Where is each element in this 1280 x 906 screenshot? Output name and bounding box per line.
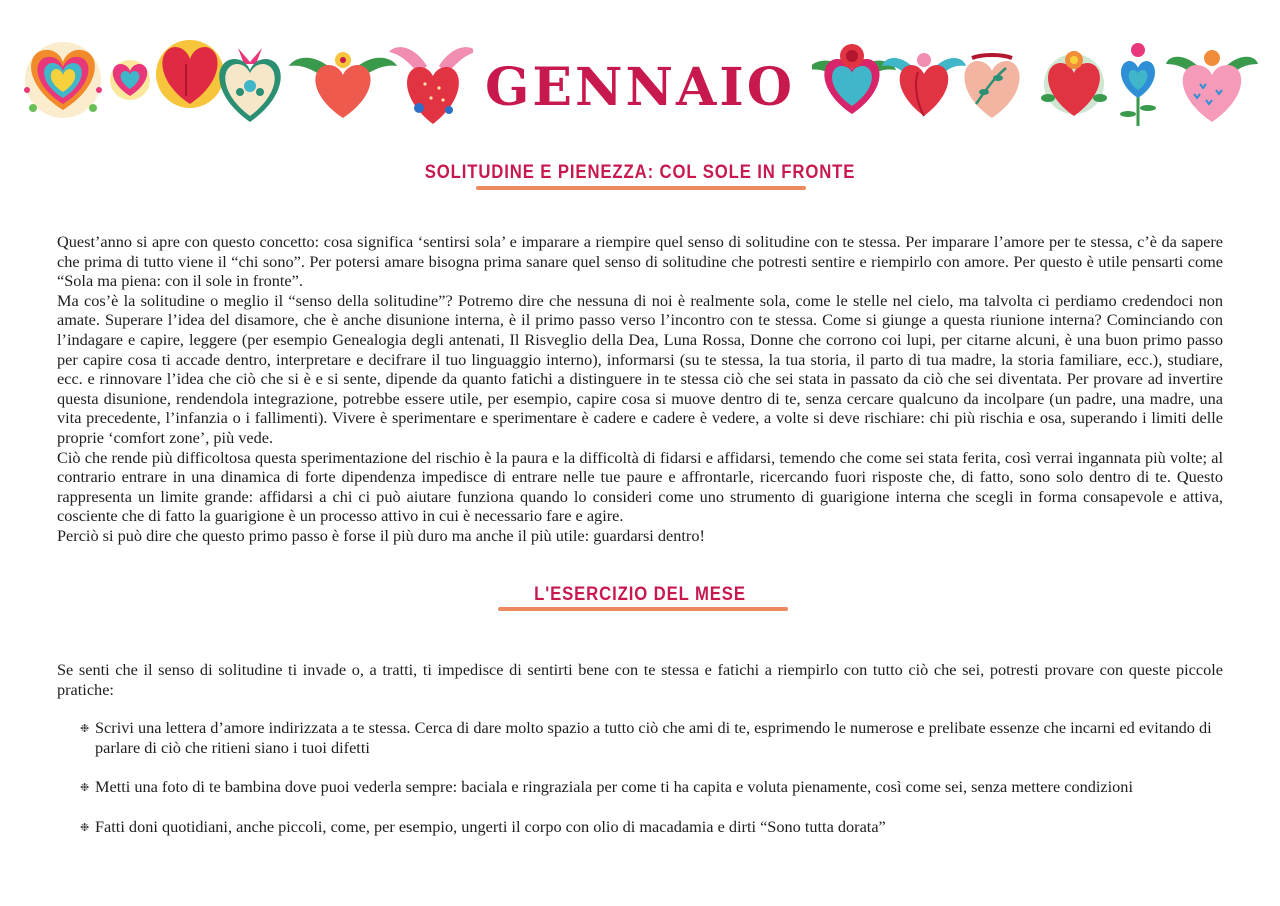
bullet-star-icon: ❉ [80, 782, 90, 795]
rose-heart-icon [812, 44, 896, 114]
paragraph: Se senti che il senso di solitudine ti invade o, a tratti, ti impedisce di sentirti bene con te stessa e fatichi a riempirlo con tutto ciò che sei, potresti provare con queste piccole pratiche: [57, 660, 1223, 699]
list-item [80, 718, 1226, 757]
exercise-list [80, 718, 1226, 836]
section-underline [476, 186, 806, 190]
list-item-text: Metti una foto di te bambina dove puoi vederla sempre: baciala e ringraziala per come ti ha capita e voluta pienamente, così come sei, senza mettere condizioni [95, 777, 1133, 797]
list-item-text: Scrivi una lettera d’amore indirizzata a te stessa. Cerca di dare molto spazio a tutto ciò che ami di te, esprimendo le numerose e prelibate essenze che incarni ed evitando di parlare di ciò che ritieni siano i tuoi difetti [95, 718, 1212, 757]
bird-heart-icon [882, 53, 966, 116]
hearts-decoration-right [812, 36, 1260, 132]
section-title-esercizio: L'ESERCIZIO DEL MESE [534, 584, 746, 605]
main-article-text [57, 232, 1223, 546]
list-item-text: Fatti doni quotidiani, anche piccoli, come, per esempio, ungerti il corpo con olio di macadamia e dirti “Sono tutta dorata” [95, 816, 886, 836]
leafy-heart-icon [1041, 51, 1107, 116]
list-item [80, 817, 1226, 837]
section-underline [498, 607, 788, 611]
blue-heart-icon [1120, 43, 1156, 126]
paragraph: Ma cos’è la solitudine o meglio il “senso della solitudine”? Potremo dire che nessuna di noi è realmente sola, come le stelle nel cielo, ma talvolta ci perdiamo credendoci non amate. Superare l’idea del disamore, che è anche disunione interna, è il primo passo verso l’incontro con te stessa. Come si giunge a questa riunione interna? Cominciando con l’indagare e capire, leggere (per esempio Genealogia degli antenati, Il Risveglio della Dea, Luna Rossa, Donne che corrono coi lupi, per citarne alcuni, è una buon primo passo per capire cosa ti accade dentro, interpretare e decifrare il tuo linguaggio interno), informarsi (su te stessa, la tua storia, il parto di tua madre, la storia familiare, ecc.), studiare, ecc. e rinnovare l’idea che ciò che si è e si sente, dipende da quanto fatichi a distinguere in te stessa ciò che sei stata in passato da ciò che sei diventata. Per provare ad invertire questa disunione, rendendola integrazione, potrebbe essere utile, per esempio, capire cosa si muove dentro di te, senza cercare qualcuno da incolpare (un padre, una madre, una vita precedente, l’infanzia o i fallimenti). Vivere è sperimentare e sperimentare è cadere e cadere è vedere, a volte si deve rischiare: chi più rischia e osa, superando i limiti delle proprie ‘comfort zone’, più vede. [57, 290, 1223, 447]
section-title-solitudine: SOLITUDINE E PIENEZZA: COL SOLE IN FRONTE [424, 162, 856, 183]
paragraph: Perciò si può dire che questo primo passo è forse il più duro ma anche il più utile: guardarsi dentro! [57, 525, 705, 545]
list-item [80, 777, 1226, 797]
paragraph: Ciò che rende più difficoltosa questa sperimentazione del rischio è la paura e la difficoltà di fidarsi e affidarsi, temendo che come sei stata ferita, così verrai ingannata più volte; al contrario entrare in una dinamica di forte dipendenza impedisce di entrare nelle tue paure e affrontarle, ricercando fuori risposte che, di fatto, sono solo dentro di te. Questo rappresenta un limite grande: affidarsi a chi ci può aiutare funziona quando lo consideri come uno strumento di guarigione interna che scegli in forma consapevole e attiva, cosciente che di fatto la guarigione è un processo attivo in cui è necessario fare e agire. [57, 447, 1223, 526]
bullet-star-icon: ❉ [80, 723, 90, 735]
bullet-star-icon: ❉ [80, 821, 90, 834]
exercise-intro [57, 660, 1223, 699]
vine-heart-icon [964, 55, 1019, 118]
paragraph: Quest’anno si apre con questo concetto: cosa significa ‘sentirsi sola’ e imparare a riempire quel senso di solitudine con te stessa. Per imparare l’amore per te stessa, c’è da sapere che prima di tutto viene il “chi sono”. Per potersi amare bisogna prima sanare quel senso di solitudine che potresti sentire e riempirlo con amore. Per questo è utile pensarti come “Sola ma piena: con il sole in fronte”. [57, 232, 1223, 291]
pink-heart-icon [1166, 50, 1258, 122]
month-title: GENNAIO [484, 57, 796, 118]
